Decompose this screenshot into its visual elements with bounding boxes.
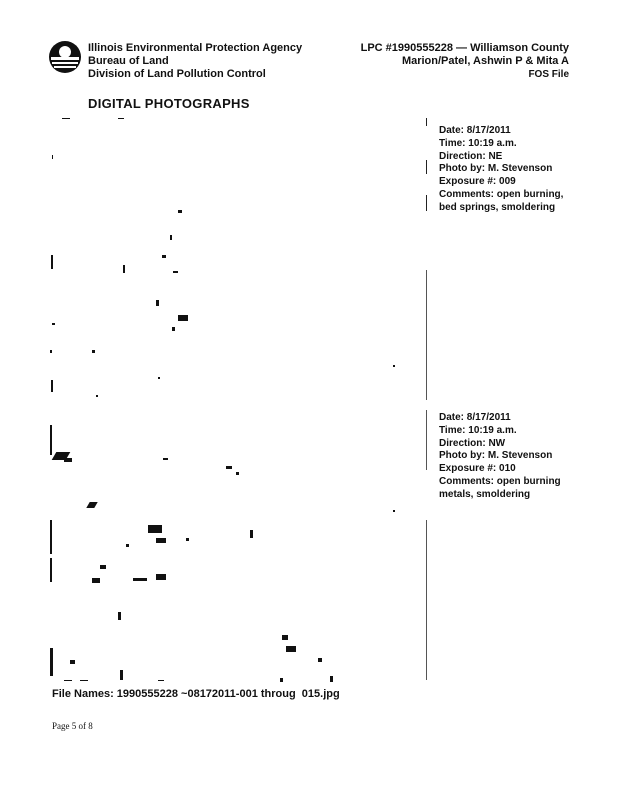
section-title: DIGITAL PHOTOGRAPHS: [88, 96, 250, 111]
file-type: FOS File: [528, 69, 569, 80]
agency-name: Illinois Environmental Protection Agency: [88, 42, 303, 54]
photo-comments-cont: bed springs, smoldering: [439, 201, 556, 213]
photo-comments-cont: metals, smoldering: [439, 488, 531, 500]
photo-direction: Direction: NW: [439, 437, 506, 449]
bureau-name: Bureau of Land: [88, 55, 169, 67]
photo-time: Time: 10:19 a.m.: [439, 137, 517, 149]
divider-line: [426, 160, 427, 174]
photo-date: Date: 8/17/2011: [439, 412, 511, 423]
photo-exposure: Exposure #: 010: [439, 463, 516, 475]
owner-line: Marion/Patel, Ashwin P & Mita A: [401, 55, 569, 67]
divider-line: [426, 410, 427, 470]
photo-comments: Comments: open burning,: [439, 188, 564, 200]
divider-line: [426, 520, 427, 680]
photo-1-caption: [439, 125, 599, 215]
photo-photographer: Photo by: M. Stevenson: [439, 163, 553, 175]
photo-2-caption: [439, 412, 599, 502]
divider-line: [426, 270, 427, 400]
photo-date: Date: 8/17/2011: [439, 125, 511, 136]
lpc-line: LPC #1990555228 — Williamson County: [360, 42, 569, 54]
photo-direction: Direction: NE: [439, 150, 503, 162]
divider-line: [426, 118, 427, 126]
photo-exposure: Exposure #: 009: [439, 176, 516, 188]
photo-time: Time: 10:19 a.m.: [439, 424, 517, 436]
page-number: Page 5 of 8: [52, 721, 93, 731]
photo-1: [48, 115, 420, 405]
division-name: Division of Land Pollution Control: [88, 68, 266, 80]
photo-photographer: Photo by: M. Stevenson: [439, 450, 553, 462]
photo-2: [48, 410, 420, 685]
file-names: File Names: 1990555228 ~08172011-001 throug 015.jpg: [52, 688, 340, 700]
illinois-epa-logo: [48, 40, 82, 74]
divider-line: [426, 195, 427, 211]
photo-comments: Comments: open burning: [439, 475, 561, 487]
